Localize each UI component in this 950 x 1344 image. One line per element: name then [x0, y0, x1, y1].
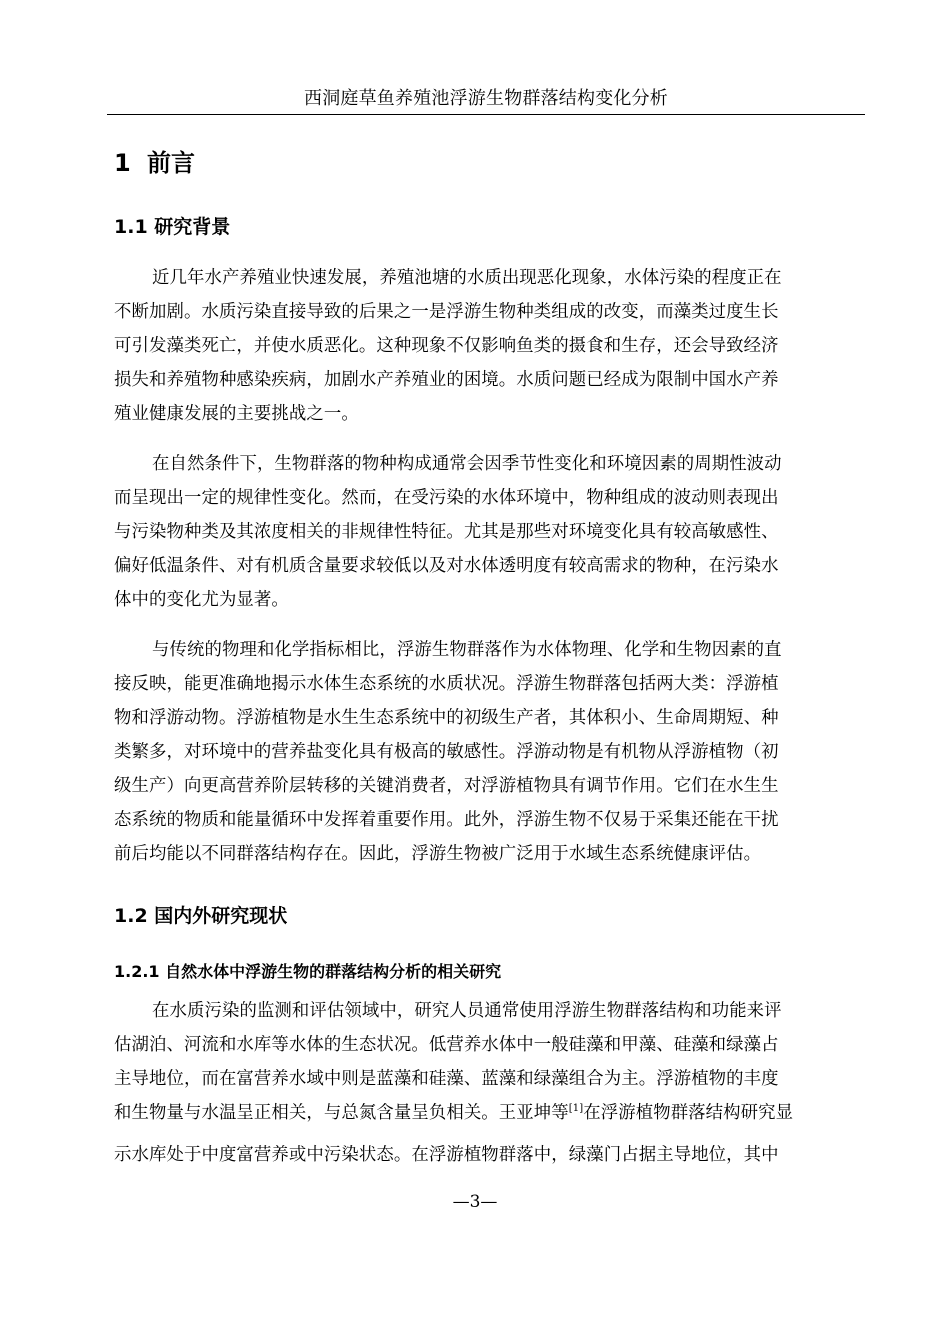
paragraph-line: 接反映，能更准确地揭示水体生态系统的水质状况。浮游生物群落包括两大类：浮游植 — [114, 674, 779, 694]
running-header-title: 西洞庭草鱼养殖池浮游生物群落结构变化分析 — [304, 88, 668, 109]
paragraph-line: 与污染物种类及其浓度相关的非规律性特征。尤其是那些对环境变化具有较高敏感性、 — [114, 522, 779, 542]
paragraph-line: 近几年水产养殖业快速发展，养殖池塘的水质出现恶化现象，水体污染的程度正在 — [152, 268, 782, 288]
paragraph-line: 主导地位，而在富营养水域中则是蓝藻和硅藻、蓝藻和绿藻组合为主。浮游植物的丰度 — [114, 1069, 779, 1089]
paragraph-line: 前后均能以不同群落结构存在。因此，浮游生物被广泛用于水域生态系统健康评估。 — [114, 844, 762, 864]
page-number: —3— — [452, 1192, 498, 1212]
paragraph-line: 而呈现出一定的规律性变化。然而，在受污染的水体环境中，物种组成的波动则表现出 — [114, 488, 779, 508]
paragraph-line: 不断加剧。水质污染直接导致的后果之一是浮游生物种类组成的改变，而藻类过度生长 — [114, 302, 779, 322]
paragraph-line: 在自然条件下，生物群落的物种构成通常会因季节性变化和环境因素的周期性波动 — [152, 454, 782, 474]
paragraph-line-text: 在浮游植物群落结构研究显 — [583, 1103, 794, 1123]
paragraph-line: 态系统的物质和能量循环中发挥着重要作用。此外，浮游生物不仅易于采集还能在干扰 — [114, 810, 779, 830]
paragraph-line: 损失和养殖物种感染疾病，加剧水产养殖业的困境。水质问题已经成为限制中国水产养 — [114, 370, 779, 390]
subsubsection-heading-1-2-1: 1.2.1 自然水体中浮游生物的群落结构分析的相关研究 — [114, 962, 502, 981]
paragraph-line-text: 和生物量与水温呈正相关，与总氮含量呈负相关。王亚坤等 — [114, 1103, 569, 1123]
paragraph-line: 在水质污染的监测和评估领域中，研究人员通常使用浮游生物群落结构和功能来评 — [152, 1001, 782, 1021]
subsection-heading-1-2: 1.2 国内外研究现状 — [114, 905, 288, 927]
paragraph-line: 殖业健康发展的主要挑战之一。 — [114, 404, 359, 424]
paragraph-line: 体中的变化尤为显著。 — [114, 590, 289, 610]
paragraph-line — [114, 1098, 859, 1128]
subsection-heading-1-1: 1.1 研究背景 — [114, 216, 231, 238]
paragraph-line: 类繁多，对环境中的营养盐变化具有极高的敏感性。浮游动物是有机物从浮游植物（初 — [114, 742, 779, 762]
paragraph-line: 级生产）向更高营养阶层转移的关键消费者，对浮游植物具有调节作用。它们在水生生 — [114, 776, 779, 796]
section-title: 前言 — [147, 149, 195, 177]
running-header — [107, 86, 865, 115]
paragraph-line: 估湖泊、河流和水库等水体的生态状况。低营养水体中一般硅藻和甲藻、硅藻和绿藻占 — [114, 1035, 779, 1055]
paragraph-line: 偏好低温条件、对有机质含量要求较低以及对水体透明度有较高需求的物种，在污染水 — [114, 556, 779, 576]
paragraph-line: 示水库处于中度富营养或中污染状态。在浮游植物群落中，绿藻门占据主导地位，其中 — [114, 1145, 779, 1165]
paragraph-line: 可引发藻类死亡，并使水质恶化。这种现象不仅影响鱼类的摄食和生存，还会导致经济 — [114, 336, 779, 356]
paragraph-line: 物和浮游动物。浮游植物是水生生态系统中的初级生产者，其体积小、生命周期短、种 — [114, 708, 779, 728]
section-number: 1 — [114, 149, 131, 177]
citation-ref: [1] — [568, 1103, 584, 1114]
paragraph-line: 与传统的物理和化学指标相比，浮游生物群落作为水体物理、化学和生物因素的直 — [152, 640, 782, 660]
section-heading-1 — [114, 146, 195, 180]
